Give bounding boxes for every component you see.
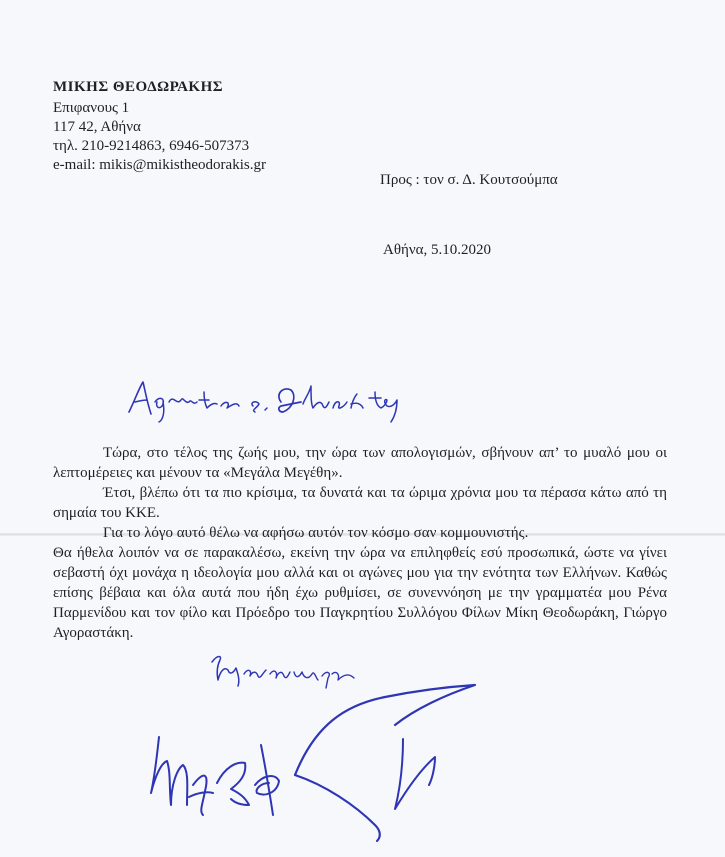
letter-date: Αθήνα, 5.10.2020: [383, 242, 492, 258]
body-paragraph-4: Θα ήθελα λοιπόν να σε παρακαλέσω, εκείνη την ώρα να επιληφθείς εσύ προσωπικά, ώστε να γίνει σεβαστή όχι μονάχα η ιδεολογία μου αλλά και οι αγώνες μου για την ενότητα των Ελλήνων. Καθώς επίσης βέβαια και όλα αυτά που ήδη έχω ρυθμίσει, σε συνεννόηση με την γραμματέα μου Ρένα Παρμενίδου και τον φίλο και Πρόεδρο του Παγκρητίου Συλλόγου Φίλων Μίκη Θεοδωράκη, Γιώργο Αγοραστάκη.: [53, 545, 667, 641]
body-paragraph-1: Τώρα, στο τέλος της ζωής μου, την ώρα των απολογισμών, σβήνουν απ’ το μυαλό μου οι λεπτομέρειες και μένουν τα «Μεγάλα Μεγέθη».: [53, 445, 667, 481]
handwritten-salutation: [125, 372, 425, 424]
sender-block: [53, 78, 266, 175]
sender-name: ΜΙΚΗΣ ΘΕΟΔΩΡΑΚΗΣ: [53, 79, 224, 95]
handwritten-signature: [145, 665, 555, 850]
sender-phone: τηλ. 210-9214863, 6946-507373: [53, 138, 250, 154]
sender-address-line1: Επιφανους 1: [53, 100, 130, 116]
sender-address-line2: 117 42, Αθήνα: [53, 119, 141, 135]
letter-body: [53, 443, 667, 643]
body-paragraph-2: Έτσι, βλέπω ότι τα πιο κρίσιμα, τα δυνατά και τα ώριμα χρόνια μου τα πέρασα κάτω από τη σημαία του ΚΚΕ.: [53, 485, 667, 521]
sender-email: e-mail: mikis@mikistheodorakis.gr: [53, 157, 266, 173]
body-paragraph-3: Για το λόγο αυτό θέλω να αφήσω αυτόν τον κόσμο σαν κομμουνιστής.: [103, 525, 529, 541]
recipient-line: Προς : τον σ. Δ. Κουτσούμπα: [380, 172, 558, 188]
